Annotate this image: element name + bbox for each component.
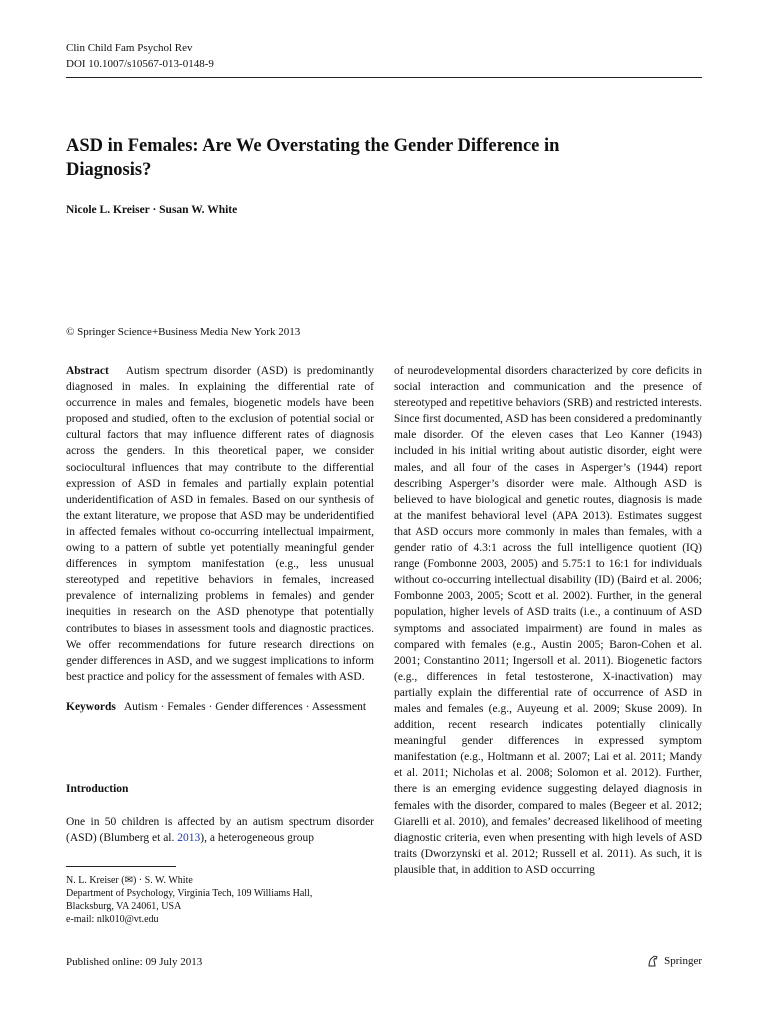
footnote-dept: Department of Psychology, Virginia Tech, 109 Williams Hall, (66, 888, 313, 899)
citation-link[interactable]: 2013 (177, 832, 201, 845)
keywords (66, 699, 374, 715)
keywords-label: Keywords (66, 700, 116, 713)
footnote-city: Blacksburg, VA 24061, USA (66, 901, 182, 912)
footnote-email[interactable]: e-mail: nlk010@vt.edu (66, 914, 159, 925)
introduction-heading: Introduction (66, 783, 129, 795)
journal-name: Clin Child Fam Psychol Rev (66, 42, 193, 54)
publisher-name: Springer (664, 955, 702, 967)
abstract-label: Abstract (66, 365, 109, 377)
keywords-text: Autism · Females · Gender differences · Assessment (123, 700, 367, 713)
published-date: Published online: 09 July 2013 (66, 956, 203, 968)
running-header (66, 40, 214, 72)
footnote-names: N. L. Kreiser (✉) · S. W. White (66, 875, 193, 886)
left-column (66, 363, 374, 715)
authors: Nicole L. Kreiser · Susan W. White (66, 204, 238, 216)
right-column (394, 363, 702, 878)
header-rule (66, 77, 702, 78)
copyright: © Springer Science+Business Media New York 2013 (66, 326, 301, 338)
doi: DOI 10.1007/s10567-013-0148-9 (66, 58, 214, 70)
article-title: ASD in Females: Are We Overstating the Gender Difference in Diagnosis? (66, 136, 560, 180)
springer-horse-icon (646, 954, 660, 968)
footnote-rule (66, 866, 176, 867)
introduction-text: One in 50 children is affected by an autism spectrum disorder (ASD) (Blumberg et al. 2013), a heterogeneous group (66, 816, 374, 845)
abstract-text: Autism spectrum disorder (ASD) is predominantly diagnosed in males. In explaining the differential rate of occurrence in males and females, biogenetic models have been proposed and studied, often to the exclusion of potential social or cultural factors that may influence different rates of diagnosis across the genders. In this theoretical paper, we consider sociocultural influences that may contribute to the differential expression of ASD in females and partially explain potential underidentification of ASD in females. Based on our synthesis of the extant literature, we propose that ASD may be underidentified in affected females without co-occurring intellectual impairment, owing to a pattern of subtle yet potentially meaningful gender differences in symptom manifestation (e.g., less unusual stereotyped and repetitive behaviors in females, increased prevalence of internalizing problems in females) and gender inequities in research on the ASD phenotype that potentially contributes to biases in assessment tools and diagnostic practices. We offer recommendations for future research directions on gender differences in ASD, and we suggest implications to inform best practice and policy for the assessment of females with ASD. (66, 365, 374, 683)
author-footnote (66, 874, 374, 926)
body-text: of neurodevelopmental disorders characterized by core deficits in social interaction and communication and the presence of stereotyped and repetitive behaviors (SRB) and restricted interests. Since first documented, ASD has been considered a predominantly male disorder. Of the eleven cases that Leo Kanner (1943) included in his initial writing about autistic disorder, eight were males, and all four of the cases in Asperger’s (1944) report describing Asperger’s disorder were male. Although ASD is believed to have biological and genetic routes, diagnosis is made at the manifest behavioral level (APA 2013). Estimates suggest that ASD occurs more commonly in males than females, with a gender ratio of 4.3:1 across the full intelligence quotient (IQ) range (Fombonne 2003, 2005) and 5.75:1 to 16:1 for individuals without co-occurring intellectual disability (ID) (Baird et al. 2006; Fombonne 2003, 2005; Scott et al. 2002). Further, in the general population, higher levels of ASD traits (i.e., a continuum of ASD symptoms and associated impairment) are found in males as compared with females (e.g., Austin 2005; Baron-Cohen et al. 2001; Constantino 2011; Ingersoll et al. 2011). Biogenetic factors (e.g., differences in fetal testosterone, X-inactivation) may partially explain the differential rate of occurrence of ASD in males and females (e.g., Auyeung et al. 2009; Skuse 2009). In addition, recent research indicates potentially clinically meaningful gender differences in expressed symptom manifestation (e.g., Holtmann et al. 2007; Lai et al. 2011; Mandy et al. 2011; Nicholas et al. 2008; Solomon et al. 2012). Further, there is an emerging evidence suggesting delayed diagnosis in females with the disorder, compared to males (Begeer et al. 2012; Giarelli et al. 2010), and females’ decreased likelihood of meeting diagnostic criteria, even when presenting with high levels of ASD traits (Dworzynski et al. 2012; Russell et al. 2011). As such, it is plausible that, in addition to ASD occurring (394, 365, 702, 876)
publisher-logo (646, 954, 702, 968)
abstract (66, 363, 374, 685)
